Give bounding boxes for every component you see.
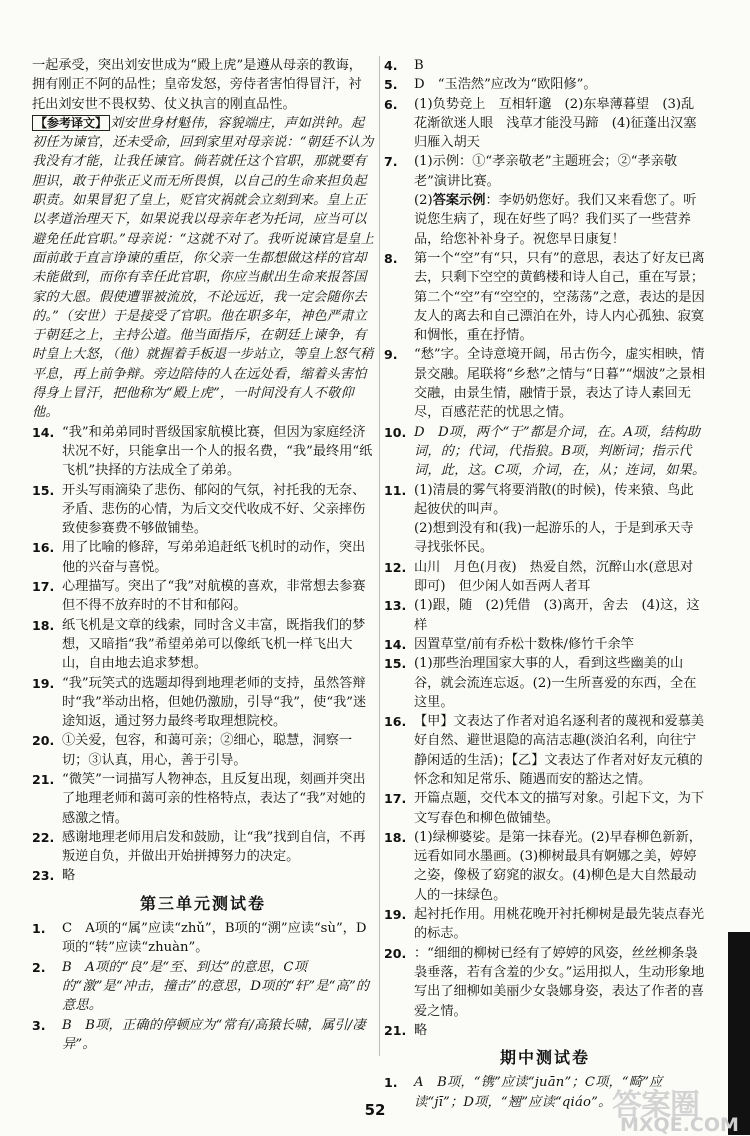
list-item: 21. 略 (384, 1022, 428, 1038)
list-item: 7. (1)示例：①“孝亲敬老”主题班会；②“孝亲敬老”演讲比赛。 (384, 154, 678, 189)
list-item: 16. 用了比喻的修辞，写弟弟追赶纸飞机时的动作，突出他的兴奋与喜悦。 (32, 540, 366, 575)
section-title-midterm: 期中测试卷 (499, 1048, 590, 1068)
list-item: 14. “我”和弟弟同时晋级国家航模比赛，但因为家庭经济状况不好，只能拿出一个人的报名费，“我”最终用“纸飞机”抉择的方法成全了弟弟。 (32, 424, 373, 479)
list-item: 23. 略 (32, 868, 76, 884)
right-column (384, 56, 710, 1112)
list-item: 22. 感谢地理老师用启发和鼓励，让“我”找到自信，不再叛逆自负，并做出开始拼搏努力的决定。 (32, 829, 366, 865)
list-item: 15. 开头写雨滴染了悲伤、郁闷的气氛，衬托我的无奈、矛盾、悲伤的心情，为后文交代收成不好、父亲摔伤致使参赛费不够做铺垫。 (32, 482, 366, 537)
list-item: 18. (1)绿柳婆娑。是第一抹春光。(2)早春柳色新新，远看如同水墨画。(3)柳树最具有婀娜之美，婷婷之姿，像极了窈窕的淑女。(4)柳色是大自然最动人的一抹绿色。 (384, 829, 702, 903)
list-item: 12. 山川 月色(月夜) 热爱自然，沉醉山水(意思对即可) 但少闲人如吾两人者耳 (384, 559, 694, 595)
list-item: (2)想到没有和(我)一起游乐的人，于是到承天寺寻找张怀民。 (414, 521, 694, 556)
unit3-answer-list (32, 919, 374, 1054)
list-item: 2. B A项的“良”是“至、到达”的意思，C项的“激”是“冲击，撞击”的意思，D项的“轩”是“高”的意思。 (32, 959, 370, 1014)
list-item: (2)答案示例：李奶奶您好。我们又来看您了。听说您生病了，现在好些了吗？我们买了一些营养品，给您补补身子。祝您早日康复！ (414, 193, 697, 247)
list-item: 21. “微笑”一词描写人物神态，且反复出现，刻画并突出了地理老师和蔼可亲的性格特点，表达了“我”对她的感激之情。 (32, 771, 366, 826)
list-item: 20. ①关爱，包容，和蔼可亲；②细心，聪慧，洞察一切；③认真，用心，善于引导。 (32, 733, 353, 768)
list-item: 1. A B项，“镌”应读“juān”；C项，“畸”应读“jī”；D项，“翘”应读“qiáo”。 (384, 1075, 663, 1110)
continued-text: 一起承受，突出刘安世成为“殿上虎”是遵从母亲的教诲，拥有刚正不阿的品性；皇帝发怒，旁侍者害怕得冒汗，衬托出刘安世不畏权势、仗义执言的刚直品性。 (32, 58, 362, 112)
list-item: 11. (1)清晨的雾气将要消散(的时候)，传来猿、鸟此起彼伏的叫声。 (384, 482, 694, 517)
list-item: 18. 纸飞机是文章的线索，同时含义丰富，既指我们的梦想，又暗指“我”希望弟弟可以像纸飞机一样飞出大山，自由地去追求梦想。 (32, 617, 366, 672)
list-item: 20. ：“细细的柳树已经有了婷婷的风姿，丝丝柳条袅袅垂落，若有含羞的少女。”运用拟人，生动形象地写出了细柳如美丽少女袅娜身姿，表达了作者的喜爱之情。 (384, 945, 705, 1019)
list-item: 17. 开篇点题，交代本文的描写对象。引起下文，为下文写春色和柳色做铺垫。 (384, 791, 705, 826)
list-item: 13. (1)跟，随 (2)凭借 (3)离开，舍去 (4)这，这样 (384, 598, 700, 633)
list-item: 14. 因置草堂/前有乔松十数株/修竹千余竿 (384, 636, 634, 652)
page-number: 52 (364, 1101, 386, 1119)
list-item: 9. “愁”字。全诗意境开阔，吊古伤今，虚实相映，情景交融。尾联将“乡愁”之情与“日暮”“烟波”之景相交融，由景生情，融情于景，表达了诗人素回无尽，百感茫茫的忧思之情。 (384, 347, 706, 421)
section-title-unit3: 第三单元测试卷 (139, 893, 266, 913)
list-item: 8. 第一个“空”有“只，只有”的意思，表达了好友已离去，只剩下空空的黄鹤楼和诗人自己，重在写景；第二个“空”有“空空的，空荡荡”之意，表达的是因友人的离去和自己漂泊在外，诗人内心孤独、寂寞和惆怅，重在抒情。 (384, 250, 705, 344)
list-item: 10. D D项，两个“于”都是介词，在。A项，结构助词，的；代词，代指狼。B项，判断词；指示代词，此，这。C项，介词，在，从；连词，如果。 (384, 424, 706, 479)
translation-text: 刘安世身材魁伟，容貌端庄，声如洪钟。起初任为谏官，还未受命，回到家里对母亲说：“朝廷不认为我没有才能，让我任谏官。倘若就任这个官职，那就要有胆识，敢于仲张正义而无所畏惧，以自己的生命来担负起职责。如果冒犯了皇上，贬官灾祸就会立刻到来。皇上正以孝道治理天下，如果说我以母亲年老为托词，应当可以避免任此官职。”母亲说：“这就不对了。我听说谏官是皇上面前敢于直言诤谏的重臣，你父亲一生都想做这样的官却未能做到，而你有幸任此官职，你应当献出生命来报答国家的大恩。假使遭罪被流放，不论远近，我一定会随你去的。”（安世）于是接受了官职。他在职多年，神色严肃立于朝廷之上，主持公道。他当面指斥，在朝廷上谏争，有时皇上大怒，（他）就握着手板退一步站立，等皇上怒气稍平息，再上前争辩。旁边陪侍的人在远处看，缩着头害怕得身上冒汗，把他称为“殿上虎”，一时间没有人不敬仰他。 (32, 115, 374, 421)
answer-example-label: 答案示例 (432, 193, 486, 209)
translation-label: 【参考译文】 (32, 115, 110, 131)
left-column (32, 56, 374, 1054)
answer-list-left (32, 423, 374, 886)
list-item: 6. (1)负势竞上 互相轩邈 (2)东皋薄暮望 (3)乱花渐欲迷人眼 浅草才能没马蹄 (4)征蓬出汉塞 归雁入胡天 (384, 96, 710, 151)
list-item: 4. B (384, 58, 424, 73)
list-item: 3. B B项，正确的停顿应为“常有/高猿长啸，属引/凄异”。 (32, 1017, 366, 1052)
list-item: 16. 【甲】文表达了作者对追名逐利者的蔑视和爱慕美好自然、避世退隐的高洁志趣(淡泊名利，向往宁静闲适的生活)；【乙】文表达了作者对好友元稹的怀念和知足常乐、随遇而安的豁达之情。 (384, 714, 705, 787)
list-item: 1. C A项的“属”应读“zhǔ”，B项的“溯”应读“sù”，D项的“转”应读“zhuàn”。 (32, 921, 367, 956)
translation-paragraph (32, 114, 374, 423)
answer-list-right (384, 56, 710, 1040)
watermark-text: 答案圈 (612, 1088, 699, 1123)
list-item: 19. “我”玩笑式的选题却得到地理老师的支持，虽然答辩时“我”举动出格，但她仍激励，引导“我”，使“我”迷途知返，通过努力最终考取理想院校。 (32, 675, 367, 730)
watermark-url: MXQE.COM (620, 1114, 739, 1136)
watermark (612, 1080, 750, 1135)
list-item: 19. 起衬托作用。用桃花晚开衬托柳树是最先装点春光的标志。 (384, 907, 705, 942)
list-item: 5. D “玉浩然”应改为“欧阳修”。 (384, 77, 597, 93)
list-item: 17. 心理描写。突出了“我”对航模的喜欢，非常想去参赛但不得不放弃时的不甘和郁闷。 (32, 579, 366, 614)
list-item: 15. (1)那些治理国家大事的人，看到这些幽美的山谷，就会流连忘返。(2)一生所喜爱的东西，全在这里。 (384, 656, 697, 710)
